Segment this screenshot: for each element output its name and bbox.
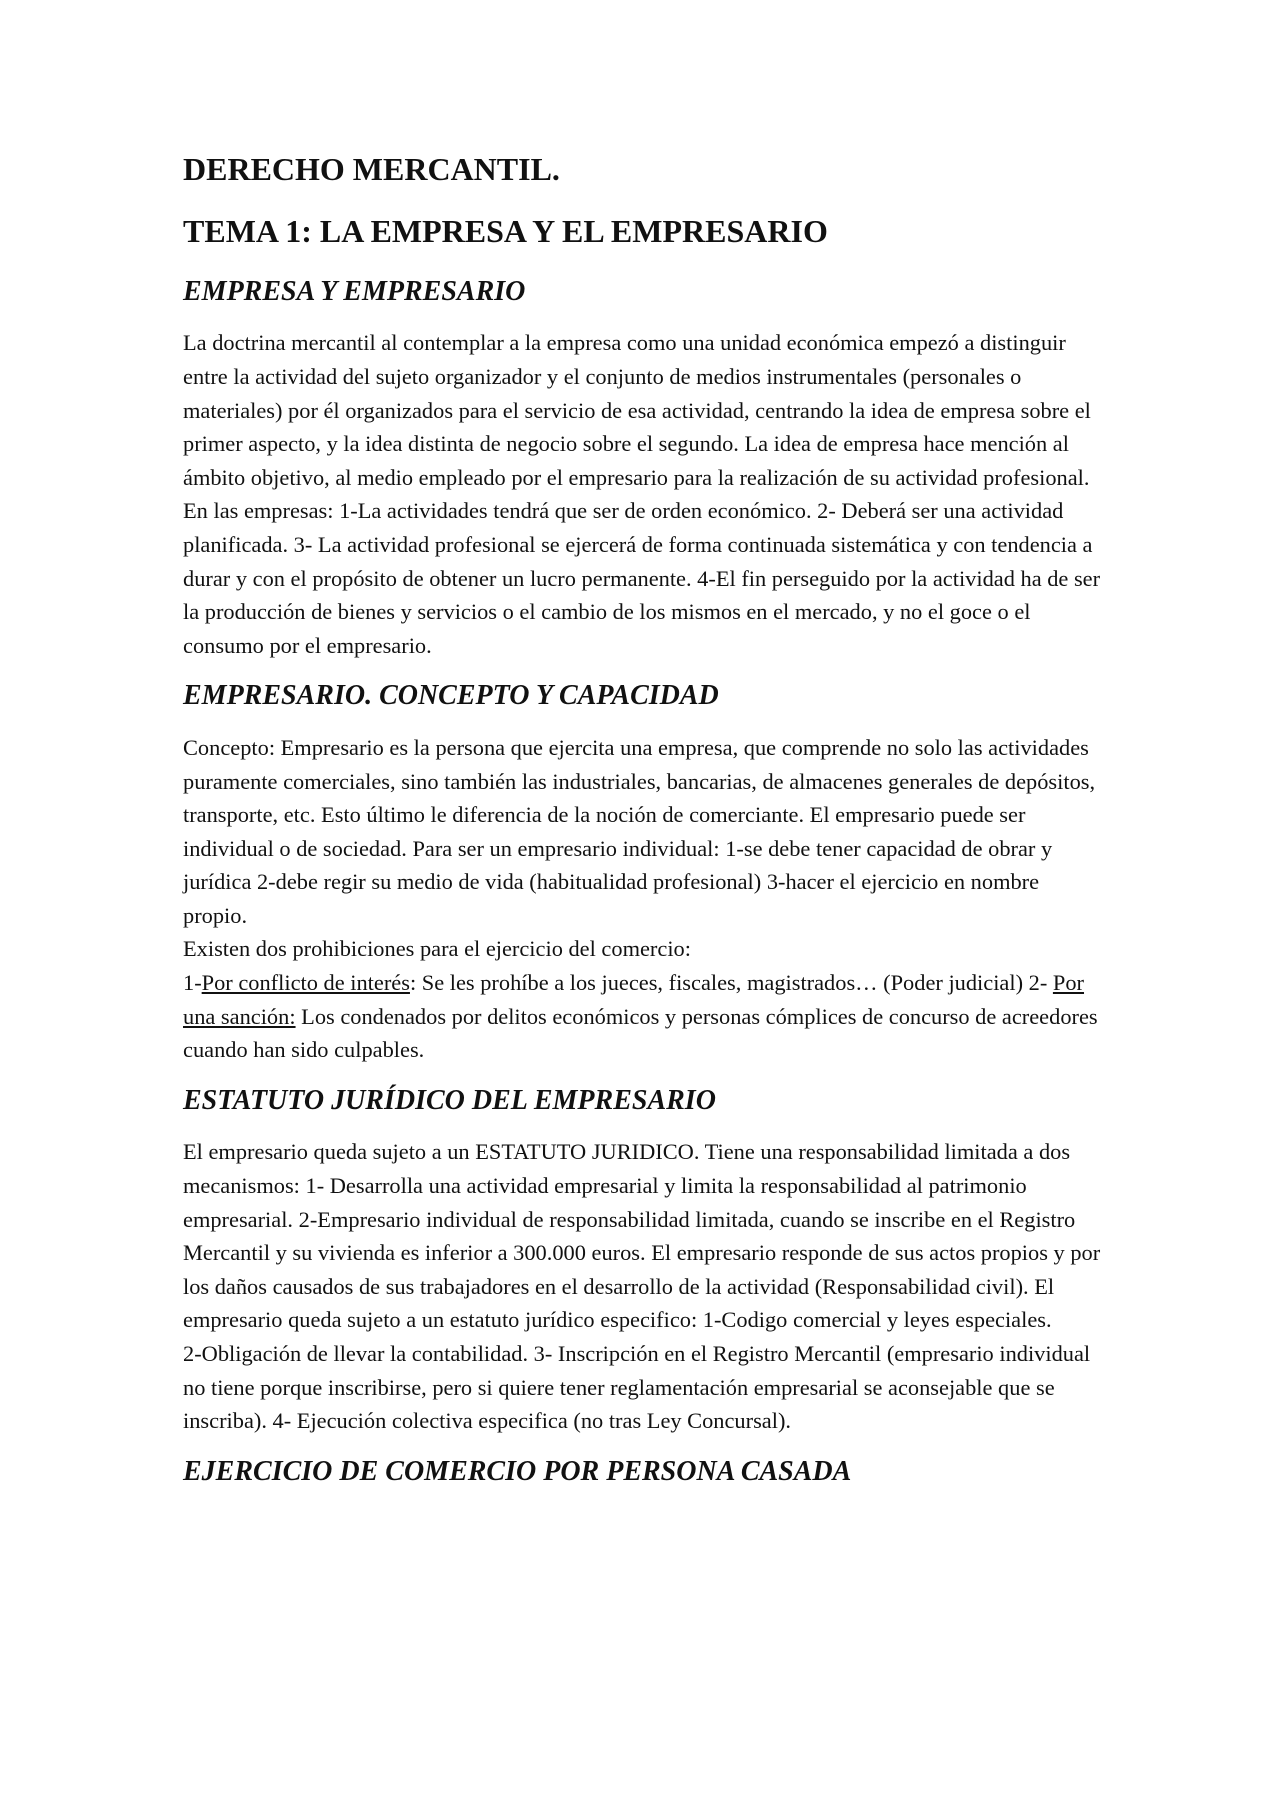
document-page [183, 150, 1103, 1506]
prohibition-1-text: : Se les prohíbe a los jueces, fiscales, magistrados… (Poder judicial) 2- [409, 970, 1053, 996]
prohibition-2-label: Por una sanción: [183, 970, 1085, 1029]
section-body-concepto [183, 731, 1103, 1067]
estatuto-text: El empresario queda sujeto a un ESTATUTO JURIDICO. Tiene una responsabilidad limitada a dos mecanismos: 1- Desarrolla una actividad empresarial y limita la responsabilidad al patrimonio empresarial. 2-Empresario individual de responsabilidad limitada, cuando se inscribe en el Registro Mercantil y su vivienda es inferior a 300.000 euros. El empresario responde de sus actos propios y por los daños causados de sus trabajadores en el desarrollo de la actividad (Responsabilidad civil). El empresario queda sujeto a un estatuto jurídico especifico: 1-Codigo comercial y leyes especiales. [183, 1139, 1101, 1333]
concepto-text: Concepto: Empresario es la persona que ejercita una empresa, que comprende no solo las actividades puramente comerciales, sino también las industriales, bancarias, de almacenes generales de depósitos, transporte, etc. Esto último le diferencia de la noción de comerciante. El empresario puede ser individual o de sociedad. Para ser un empresario individual: 1-se debe tener capacidad de obrar y jurídica 2-debe regir su medio de vida (habitualidad profesional) 3-hacer el ejercicio en nombre propio. [183, 734, 1096, 928]
section-heading-estatuto: ESTATUTO JURÍDICO DEL EMPRESARIO [183, 1084, 716, 1116]
document-title: DERECHO MERCANTIL. [183, 151, 560, 187]
section-heading-concepto: EMPRESARIO. CONCEPTO Y CAPACIDAD [183, 680, 719, 712]
document-topic: TEMA 1: LA EMPRESA Y EL EMPRESARIO [183, 213, 828, 250]
section-heading-empresa: EMPRESA Y EMPRESARIO [183, 275, 526, 307]
prohibition-2-text: Los condenados por delitos económicos y personas cómplices de concurso de acreedores cuando han sido culpables. [183, 1003, 1098, 1063]
estatuto-text-continued: 2-Obligación de llevar la contabilidad. 3- Inscripción en el Registro Mercantil (empresario individual no tiene porque inscribirse, pero si quiere tener reglamentación empresarial se aconsejable que se inscriba). 4- Ejecución colectiva especifica (no tras Ley Concursal). [183, 1341, 1091, 1434]
prohibition-1-label: Por conflicto de interés [201, 970, 410, 996]
prohibition-1-number: 1- [183, 970, 202, 996]
prohibitions-intro: Existen dos prohibiciones para el ejercicio del comercio: [183, 936, 691, 962]
section-body-estatuto [183, 1135, 1103, 1437]
section-heading-persona-casada: EJERCICIO DE COMERCIO POR PERSONA CASADA [183, 1455, 852, 1487]
section-body-empresa: La doctrina mercantil al contemplar a la empresa como una unidad económica empezó a distinguir entre la actividad del sujeto organizador y el conjunto de medios instrumentales (personales o materiales) por él organizados para el servicio de esa actividad, centrando la idea de empresa sobre el primer aspecto, y la idea distinta de negocio sobre el segundo. La idea de empresa hace mención al ámbito objetivo, al medio empleado por el empresario para la realización de su actividad profesional. En las empresas: 1-La actividades tendrá que ser de orden económico. 2- Deberá ser una actividad planificada. 3- La actividad profesional se ejercerá de forma continuada sistemática y con tendencia a durar y con el propósito de obtener un lucro permanente. 4-El fin perseguido por la actividad ha de ser la producción de bienes y servicios o el cambio de los mismos en el mercado, y no el goce o el consumo por el empresario. [183, 330, 1101, 658]
